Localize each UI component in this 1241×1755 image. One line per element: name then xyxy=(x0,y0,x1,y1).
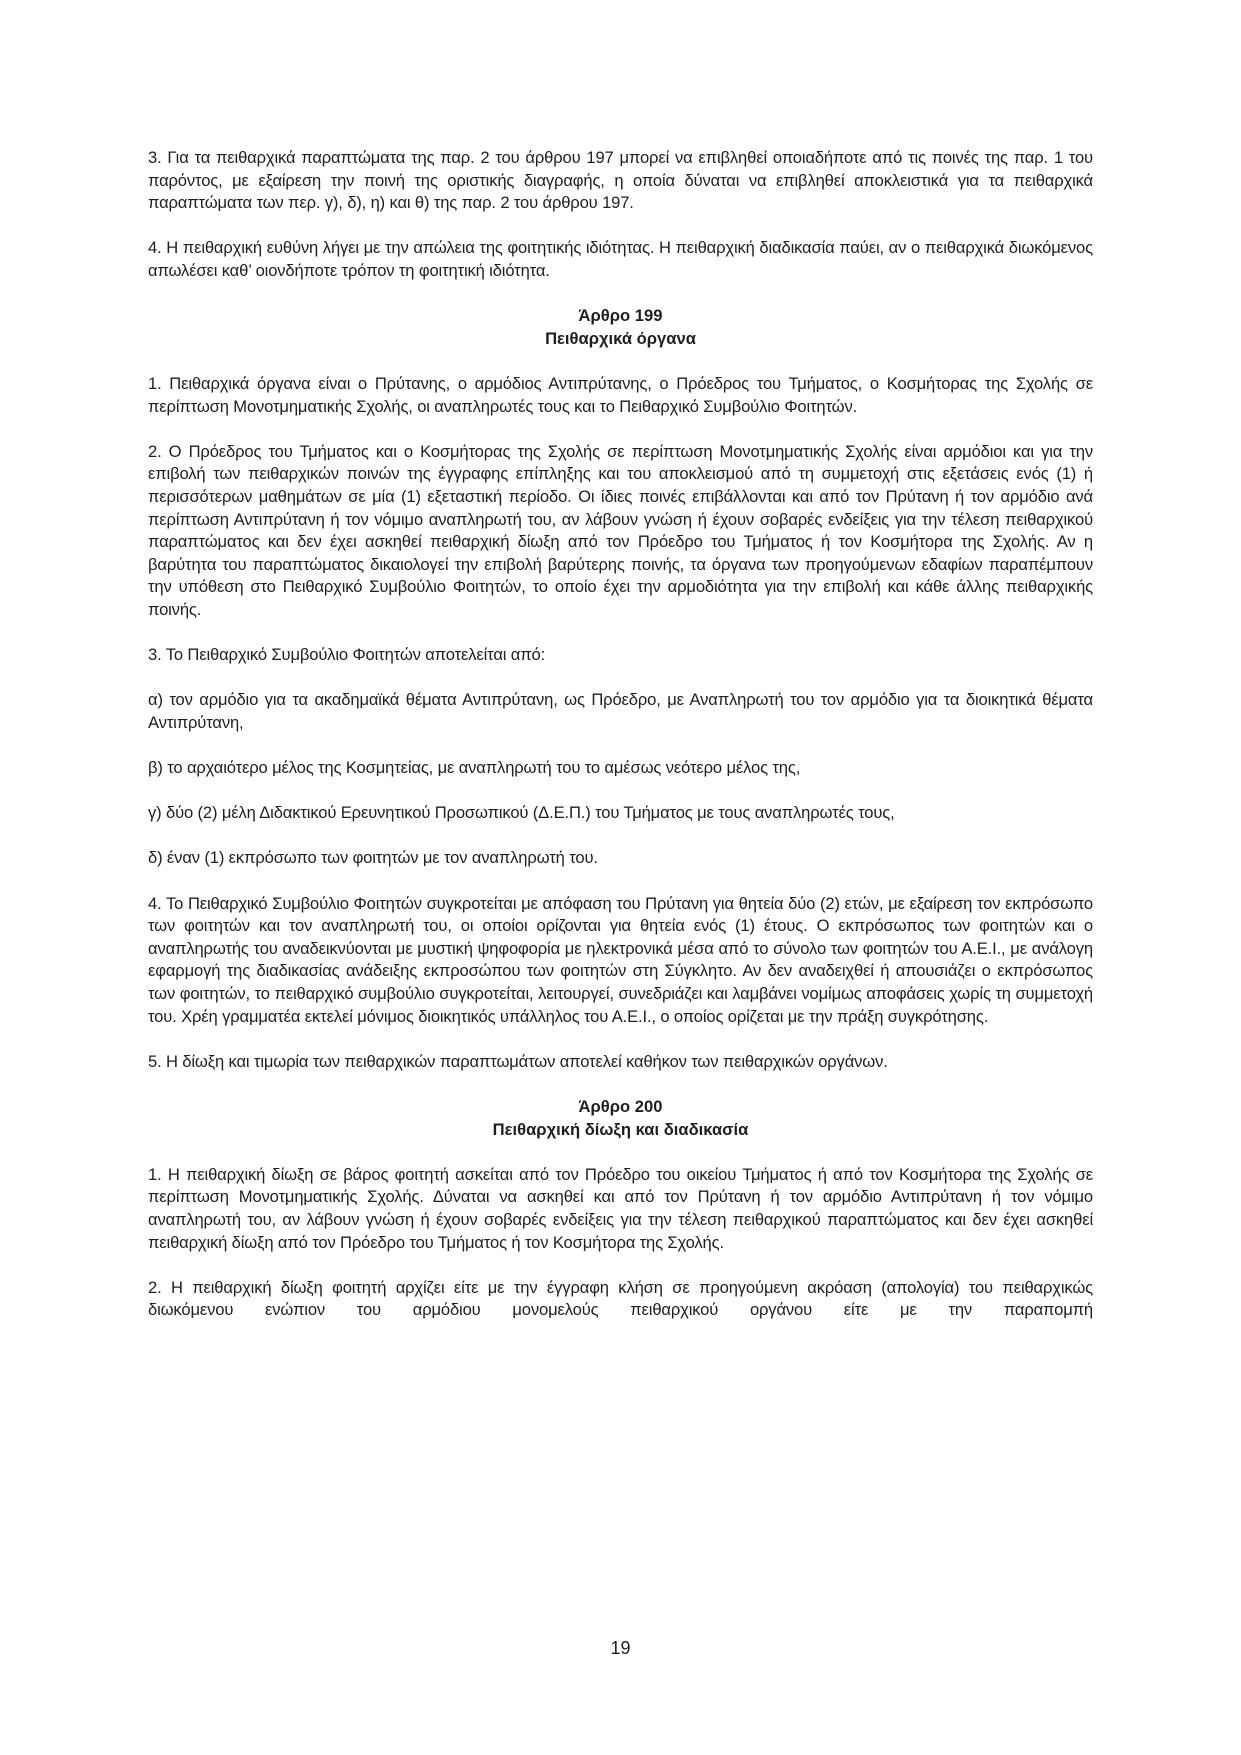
paragraph-article-200-2: 2. Η πειθαρχική δίωξη φοιτητή αρχίζει είτε με την έγγραφη κλήση σε προηγούμενη ακρόαση (απολογία) του πειθαρχικώς διωκόμενου ενώπιον του αρμόδιου μονομελούς πειθαρχικού οργάνου είτε με την παραπομπή xyxy=(148,1277,1093,1320)
paragraph-article-200-1: 1. Η πειθαρχική δίωξη σε βάρος φοιτητή ασκείται από τον Πρόεδρο του οικείου Τμήματος ή από τον Κοσμήτορα της Σχολής σε περίπτωση Μονοτμηματικής Σχολής. Δύναται να ασκηθεί και από τον Πρύτανη ή τον αρμόδιο Αντιπρύτανη ή τον νόμιμο αναπληρωτή του, αν λάβουν γνώση ή έχουν σοβαρές ενδείξεις για την τέλεση πειθαρχικού παραπτώματος και δεν έχει ασκηθεί πειθαρχική δίωξη από τον Πρόεδρο του Τμήματος ή τον Κοσμήτορα της Σχολής. xyxy=(148,1164,1093,1252)
page-number: 19 xyxy=(610,1638,631,1658)
paragraph-article-199-2: 2. Ο Πρόεδρος του Τμήματος και ο Κοσμήτορας της Σχολής σε περίπτωση Μονοτμηματικής Σχολής είναι αρμόδιοι και για την επιβολή των πειθαρχικών ποινών της έγγραφης επίπληξης και του αποκλεισμού από τη συμμετοχή στις εξετάσεις ενός (1) ή περισσότερων μαθημάτων σε μία (1) εξεταστική περίοδο. Οι ίδιες ποινές επιβάλλονται και από τον Πρύτανη ή τον αρμόδιο ανά περίπτωση Αντιπρύτανη ή τον νόμιμο αναπληρωτή του, αν λάβουν γνώση ή έχουν σοβαρές ενδείξεις για την τέλεση πειθαρχικού παραπτώματος και δεν έχει ασκηθεί πειθαρχική δίωξη από τον Πρόεδρο του Τμήματος ή τον Κοσμήτορα της Σχολής. Αν η βαρύτητα του παραπτώματος δικαιολογεί την επιβολή βαρύτερης ποινής, τα όργανα των προηγούμενων εδαφίων παραπέμπουν την υπόθεση στο Πειθαρχικό Συμβούλιο Φοιτητών, το οποίο έχει την αρμοδιότητα για την επιβολή και κάθε άλλης πειθαρχικής ποινής. xyxy=(148,441,1093,619)
list-item-199-3d: δ) έναν (1) εκπρόσωπο των φοιτητών με τον αναπληρωτή του. xyxy=(148,848,598,868)
paragraph-article-199-5: 5. Η δίωξη και τιμωρία των πειθαρχικών παραπτωμάτων αποτελεί καθήκον των πειθαρχικών οργάνων. xyxy=(148,1051,888,1071)
article-200-heading xyxy=(148,1096,1093,1141)
paragraph-article-198-3: 3. Για τα πειθαρχικά παραπτώματα της παρ. 2 του άρθρου 197 μπορεί να επιβληθεί οποιαδήποτε από τις ποινές της παρ. 1 του παρόντος, με εξαίρεση την ποινή της οριστικής διαγραφής, η οποία δύναται να επιβληθεί αποκλειστικά για τα πειθαρχικά παραπτώματα των περ. γ), δ), η) και θ) της παρ. 2 του άρθρου 197. xyxy=(148,148,1093,213)
paragraph-article-199-3: 3. Το Πειθαρχικό Συμβούλιο Φοιτητών αποτελείται από: xyxy=(148,645,546,665)
paragraph-article-199-4: 4. Το Πειθαρχικό Συμβούλιο Φοιτητών συγκροτείται με απόφαση του Πρύτανη για θητεία δύο (2) ετών, με εξαίρεση τον εκπρόσωπο των φοιτητών και τον αναπληρωτή του, οι οποίοι ορίζονται για θητεία ενός (1) έτους. Ο εκπρόσωπος των φοιτητών και ο αναπληρωτής του αναδεικνύονται με μυστική ψηφοφορία με ηλεκτρονικά μέσα από το σύνολο των φοιτητών του Α.Ε.Ι., με ανάλογη εφαρμογή της διαδικασίας ανάδειξης εκπροσώπου των φοιτητών στη Σύγκλητο. Αν δεν αναδειχθεί ή απουσιάζει ο εκπρόσωπος των φοιτητών, το πειθαρχικό συμβούλιο συγκροτείται, λειτουργεί, συνεδριάζει και λαμβάνει νομίμως αποφάσεις χωρίς τη συμμετοχή του. Χρέη γραμματέα εκτελεί μόνιμος διοικητικός υπάλληλος του Α.Ε.Ι., ο οποίος ορίζεται με την πράξη συγκρότησης. xyxy=(148,893,1093,1026)
document-page xyxy=(148,147,1093,1344)
list-item-199-3c: γ) δύο (2) μέλη Διδακτικού Ερευνητικού Προσωπικού (Δ.Ε.Π.) του Τμήματος με τους αναπληρωτές τους, xyxy=(148,803,895,823)
article-number: Άρθρο 199 xyxy=(578,306,663,326)
article-199-heading xyxy=(148,305,1093,350)
article-title: Πειθαρχική δίωξη και διαδικασία xyxy=(492,1119,749,1139)
paragraph-article-198-4: 4. Η πειθαρχική ευθύνη λήγει με την απώλεια της φοιτητικής ιδιότητας. Η πειθαρχική διαδικασία παύει, αν ο πειθαρχικά διωκόμενος απωλέσει καθ’ οιονδήποτε τρόπον τη φοιτητική ιδιότητα. xyxy=(148,238,1093,280)
paragraph-article-199-1: 1. Πειθαρχικά όργανα είναι ο Πρύτανης, ο αρμόδιος Αντιπρύτανης, ο Πρόεδρος του Τμήματος, ο Κοσμήτορας της Σχολής σε περίπτωση Μονοτμηματικής Σχολής, οι αναπληρωτές τους και το Πειθαρχικό Συμβούλιο Φοιτητών. xyxy=(148,373,1093,416)
list-item-199-3b: β) το αρχαιότερο μέλος της Κοσμητείας, με αναπληρωτή του το αμέσως νεότερο μέλος της, xyxy=(148,758,801,778)
article-number: Άρθρο 200 xyxy=(578,1096,663,1116)
list-item-199-3a: α) τον αρμόδιο για τα ακαδημαϊκά θέματα Αντιπρύτανη, ως Πρόεδρο, με Αναπληρωτή του τον αρμόδιο για τα διοικητικά θέματα Αντιπρύτανη, xyxy=(148,690,1093,732)
article-title: Πειθαρχικά όργανα xyxy=(545,328,696,348)
